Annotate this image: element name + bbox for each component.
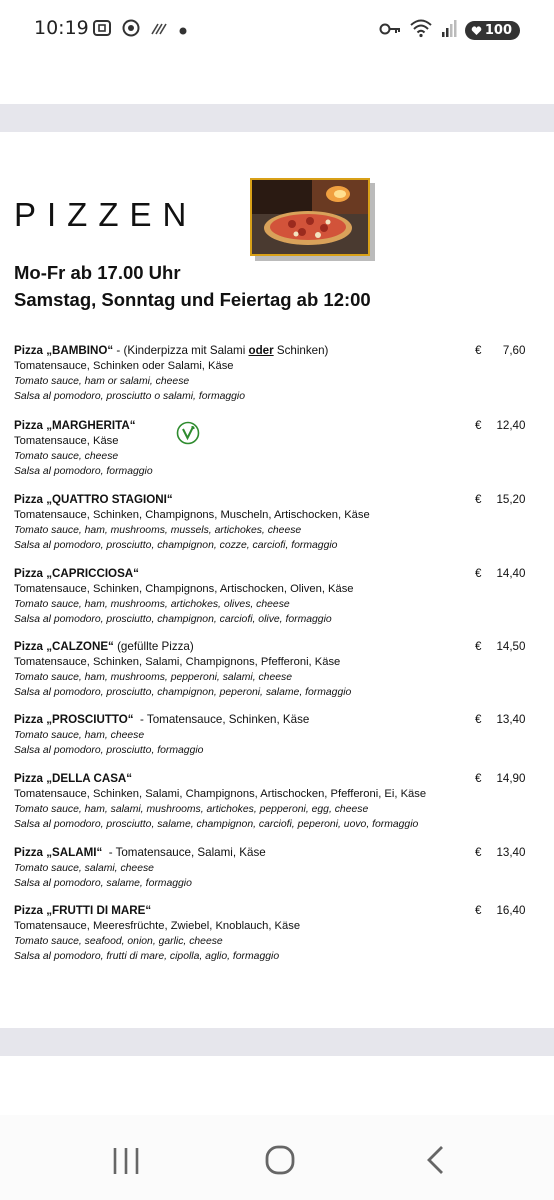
price-value: 16,40	[496, 904, 526, 917]
status-icons-right	[379, 18, 520, 42]
battery-icon	[465, 21, 520, 40]
home-button[interactable]	[263, 1143, 297, 1177]
price-value: 14,90	[496, 772, 526, 785]
menu-item-bambino	[14, 343, 534, 404]
item-name: Pizza „BAMBINO“	[14, 344, 114, 357]
item-price	[475, 343, 525, 359]
item-price	[475, 712, 525, 728]
item-heading	[14, 903, 534, 919]
item-desc-de: Tomatensauce, Schinken oder Salami, Käse	[14, 360, 234, 372]
item-price	[475, 418, 525, 434]
page-separator-bottom	[0, 1028, 554, 1056]
item-note: - Tomatensauce, Schinken, Käse	[133, 713, 310, 726]
item-name: Pizza „SALAMI“	[14, 846, 103, 859]
item-desc-it: Salsa al pomodoro, prosciutto, champignon, carciofi, olive, formaggio	[14, 614, 332, 625]
menu-item-calzone	[14, 639, 534, 700]
item-desc-de: Tomatensauce, Schinken, Salami, Champignons, Artischocken, Pfefferoni, Ei, Käse	[14, 788, 427, 800]
item-desc-de: Tomatensauce, Schinken, Salami, Champignons, Pfefferoni, Käse	[14, 656, 341, 668]
currency-symbol: €	[475, 713, 482, 726]
currency-symbol: €	[475, 772, 482, 785]
menu-item-capricciosa	[14, 566, 534, 627]
item-price	[475, 771, 525, 787]
status-time: 10:19	[34, 17, 89, 39]
item-desc-en: Tomato sauce, ham or salami, cheese	[14, 376, 190, 387]
item-desc-it: Salsa al pomodoro, frutti di mare, cipolla, aglio, formaggio	[14, 951, 280, 962]
item-desc-de: Tomatensauce, Meeresfrüchte, Zwiebel, Knoblauch, Käse	[14, 920, 301, 932]
currency-symbol: €	[475, 493, 482, 506]
item-desc-it: Salsa al pomodoro, prosciutto, salame, champignon, carciofi, peperoni, uovo, formaggio	[14, 819, 419, 830]
item-desc-en: Tomato sauce, ham, mushrooms, mussels, artichokes, cheese	[14, 525, 302, 536]
item-heading	[14, 343, 534, 359]
item-desc-it: Salsa al pomodoro, prosciutto, formaggio	[14, 745, 204, 756]
item-desc-it: Salsa al pomodoro, prosciutto, champignon, peperoni, salame, formaggio	[14, 687, 352, 698]
item-desc-it: Salsa al pomodoro, formaggio	[14, 466, 153, 477]
wifi-icon	[409, 18, 433, 42]
chrome-icon	[122, 19, 140, 41]
item-desc-en: Tomato sauce, seafood, onion, garlic, cheese	[14, 936, 223, 947]
item-desc-en: Tomato sauce, salami, cheese	[14, 863, 154, 874]
item-heading	[14, 418, 534, 434]
item-name: Pizza „PROSCIUTTO“	[14, 713, 134, 726]
item-price	[475, 639, 525, 655]
price-value: 13,40	[496, 846, 526, 859]
page-separator-top	[0, 104, 554, 132]
price-value: 12,40	[496, 419, 526, 432]
currency-symbol: €	[475, 904, 482, 917]
currency-symbol: €	[475, 419, 482, 432]
item-price	[475, 903, 525, 919]
item-desc-en: Tomato sauce, cheese	[14, 451, 119, 462]
currency-symbol: €	[475, 567, 482, 580]
screenshot-icon	[92, 19, 112, 41]
status-icons-left	[92, 19, 188, 41]
menu-item-margherita	[14, 418, 534, 479]
item-note-end: Schinken)	[273, 344, 329, 357]
item-note: - (Kinderpizza mit Salami	[113, 344, 249, 357]
currency-symbol: €	[475, 640, 482, 653]
item-desc-en: Tomato sauce, ham, salami, mushrooms, artichokes, pepperoni, egg, cheese	[14, 804, 369, 815]
item-heading	[14, 771, 534, 787]
opening-hours-weekend: Samstag, Sonntag und Feiertag ab 12:00	[14, 289, 371, 310]
item-name: Pizza „MARGHERITA“	[14, 419, 136, 432]
item-name: Pizza „QUATTRO STAGIONI“	[14, 493, 173, 506]
item-name: Pizza „DELLA CASA“	[14, 772, 133, 785]
menu-title: PIZZEN	[14, 196, 198, 233]
item-price	[475, 845, 525, 861]
battery-level: 100	[484, 22, 512, 38]
item-price	[475, 492, 525, 508]
item-desc-it: Salsa al pomodoro, prosciutto o salami, formaggio	[14, 391, 246, 402]
currency-symbol: €	[475, 344, 482, 357]
item-desc-de: Tomatensauce, Käse	[14, 435, 119, 447]
menu-item-della-casa	[14, 771, 534, 832]
item-note: (gefüllte Pizza)	[113, 640, 194, 653]
item-price	[475, 566, 525, 582]
item-heading	[14, 566, 534, 582]
price-value: 13,40	[496, 713, 526, 726]
item-desc-en: Tomato sauce, ham, mushrooms, pepperoni, salami, cheese	[14, 672, 292, 683]
navigation-bar	[0, 1115, 554, 1200]
item-desc-it: Salsa al pomodoro, salame, formaggio	[14, 878, 192, 889]
menu-item-salami	[14, 845, 534, 891]
recents-button[interactable]	[108, 1145, 144, 1177]
vegetarian-icon	[176, 421, 200, 445]
status-bar	[0, 0, 554, 60]
back-button[interactable]	[422, 1143, 450, 1177]
menu-item-frutti-di-mare	[14, 903, 534, 964]
item-desc-en: Tomato sauce, ham, mushrooms, artichokes, olives, cheese	[14, 599, 290, 610]
opening-hours-weekday: Mo-Fr ab 17.00 Uhr	[14, 262, 181, 283]
price-value: 7,60	[502, 344, 526, 357]
item-heading	[14, 845, 534, 861]
item-note-emphasis: oder	[248, 344, 274, 357]
price-value: 15,20	[496, 493, 526, 506]
key-icon	[379, 21, 401, 40]
item-name: Pizza „CAPRICCIOSA“	[14, 567, 139, 580]
item-name: Pizza „FRUTTI DI MARE“	[14, 904, 152, 917]
item-heading	[14, 492, 534, 508]
item-heading	[14, 639, 534, 655]
item-desc-de: Tomatensauce, Schinken, Champignons, Artischocken, Oliven, Käse	[14, 583, 354, 595]
currency-symbol: €	[475, 846, 482, 859]
menu-item-quattro-stagioni	[14, 492, 534, 553]
item-note: - Tomatensauce, Salami, Käse	[102, 846, 266, 859]
item-name: Pizza „CALZONE“	[14, 640, 114, 653]
item-desc-en: Tomato sauce, ham, cheese	[14, 730, 145, 741]
dot-icon	[178, 21, 188, 40]
item-desc-de: Tomatensauce, Schinken, Champignons, Muscheln, Artischocken, Käse	[14, 509, 370, 521]
pizza-photo	[250, 178, 370, 256]
price-value: 14,40	[496, 567, 526, 580]
menu-item-prosciutto	[14, 712, 534, 758]
item-heading	[14, 712, 534, 728]
nfc-icon	[150, 21, 168, 40]
price-value: 14,50	[496, 640, 526, 653]
item-desc-it: Salsa al pomodoro, prosciutto, champignon, cozze, carciofi, formaggio	[14, 540, 338, 551]
signal-icon	[441, 18, 457, 42]
